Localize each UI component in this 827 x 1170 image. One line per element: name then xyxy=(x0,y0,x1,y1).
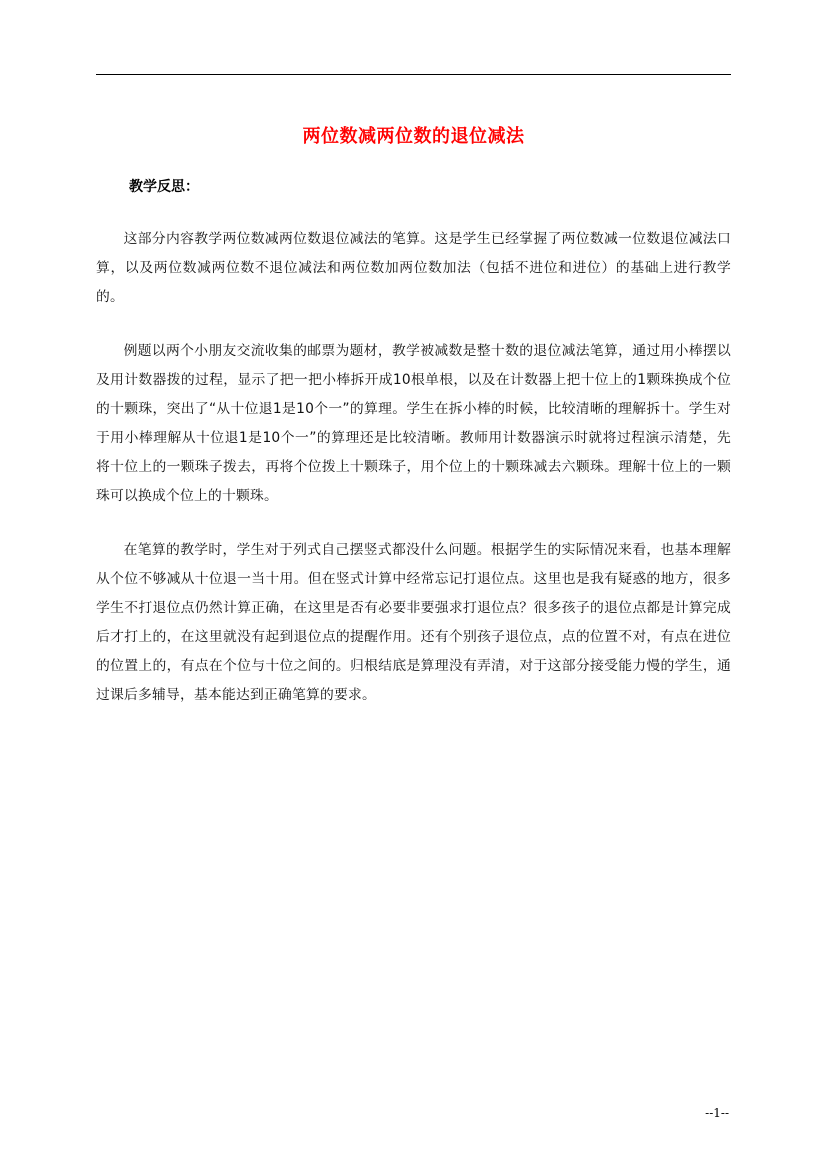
document-title: 两位数减两位数的退位减法 xyxy=(302,126,525,147)
document-body xyxy=(96,225,731,735)
paragraph-2: 例题以两个小朋友交流收集的邮票为题材，教学被减数是整十数的退位减法笔算，通过用小棒摆以及用计数器拨的过程，显示了把一把小棒拆开成10根单根，以及在计数器上把十位上的1颗珠换成个位的十颗珠，突出了“从十位退1是10个一”的算理。学生在拆小棒的时候，比较清晰的理解拆十。学生对于用小棒理解从十位退1是10个一”的算理还是比较清晰。教师用计数器演示时就将过程演示清楚，先将十位上的一颗珠子拨去，再将个位拨上十颗珠子，用个位上的十颗珠减去六颗珠。理解十位上的一颗珠可以换成个位上的十颗珠。 xyxy=(96,343,731,504)
header-rule xyxy=(96,74,731,75)
paragraph-1: 这部分内容教学两位数减两位数退位减法的笔算。这是学生已经掌握了两位数减一位数退位减法口算，以及两位数减两位数不退位减法和两位数加两位数加法（包括不进位和进位）的基础上进行教学的。 xyxy=(96,231,731,305)
page-number: --1-- xyxy=(705,1106,729,1120)
paragraph-3: 在笔算的教学时，学生对于列式自己摆竖式都没什么问题。根据学生的实际情况来看，也基本理解从个位不够减从十位退一当十用。但在竖式计算中经常忘记打退位点。这里也是我有疑惑的地方，很多学生不打退位点仍然计算正确，在这里是否有必要非要强求打退位点？很多孩子的退位点都是计算完成后才打上的，在这里就没有起到退位点的提醒作用。还有个别孩子退位点，点的位置不对，有点在进位的位置上的，有点在个位与十位之间的。归根结底是算理没有弄清，对于这部分接受能力慢的学生，通过课后多辅导，基本能达到正确笔算的要求。 xyxy=(96,542,731,703)
section-heading: 教学反思： xyxy=(129,179,199,195)
